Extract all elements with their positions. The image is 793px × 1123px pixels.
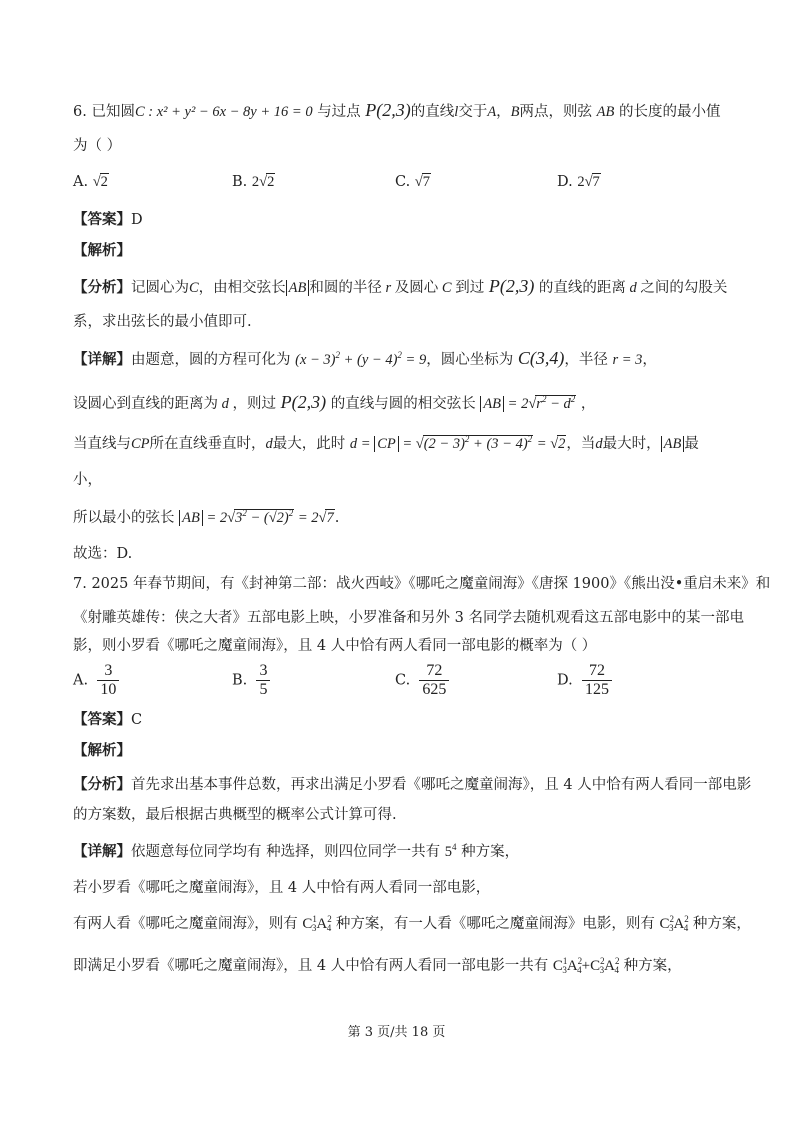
q6-analysis-heading: 【解析】: [73, 242, 131, 259]
q7-option-b: B. $\frac{3}{5}$: [232, 662, 270, 699]
q7-xiangjie-line4: 即满足小罗看《哪吒之魔童闹海》，且 4 人中恰有两人看同一部电影一共有 $C^1_3A^2_4+C^2_3A^2_4$ 种方案，: [73, 956, 682, 975]
q6-xiangjie-line5: 所以最小的弦长 AB = $2√3^2 - (√2)^2 = 2√7$.: [73, 508, 340, 526]
q6-answer: 【答案】D: [73, 211, 143, 228]
q7-option-d: D. $\frac{72}{125}$: [557, 662, 612, 699]
q6-choose: 故选：D.: [73, 546, 133, 562]
point-p: P(2,3): [365, 100, 411, 120]
q6-xiangjie-line4: 小，: [73, 472, 102, 488]
q6-stem-line2: 为（ ）: [73, 138, 122, 154]
question-number: 6.: [73, 104, 87, 120]
q6-fenxi-line2: 系，求出弦长的最小值即可.: [73, 314, 252, 330]
q7-xiangjie-line2: 若小罗看《哪吒之魔童闹海》，且 4 人中恰有两人看同一部电影，: [73, 880, 491, 896]
q6-option-d: D. 2√7: [557, 174, 600, 190]
circle-equation: C : x² + y² − 6x − 8y + 16 = 0: [134, 104, 313, 120]
q6-xiangjie-line2: 设圆心到直线的距离为 d ，则过 P(2,3) 的直线与圆的相交弦长 AB = $2√r^2 - d^2$ ，: [73, 392, 596, 412]
fraction: $\frac{3}{10}$: [97, 662, 119, 699]
q6-option-a: A. √2: [73, 174, 108, 190]
q7-answer: 【答案】C: [73, 711, 143, 728]
q6-option-c: C. √7: [395, 174, 431, 190]
q7-xiangjie-line3: 有两人看《哪吒之魔童闹海》，则有 $C^1_3A^2_4$ 种方案，有一人看《哪吒之魔童闹海》电影，则有 $C^2_3A^2_4$ 种方案，: [73, 914, 751, 933]
q6-xiangjie-line3: 当直线与CP所在直线垂直时，d最大，此时 d = CP = $√(2 - 3)^2 + (3 - 4)^2 = √2$，当d最大时， AB 最: [73, 434, 699, 452]
q7-stem-line2: 《射雕英雄传：侠之大者》五部电影上映，小罗准备和另外 3 名同学去随机观看这五部电影中的某一部电: [73, 610, 744, 626]
q7-fenxi-line1: 【分析】首先求出基本事件总数，再求出满足小罗看《哪吒之魔童闹海》，且 4 人中恰有两人看同一部电影: [73, 776, 752, 793]
q6-option-b: B. 2√2: [232, 174, 275, 190]
q6-xiangjie-line1: 【详解】由题意，圆的方程可化为 $(x - 3)^2 + (y - 4)^2 = 9$，圆心坐标为 C(3,4)，半径 r = 3，: [73, 348, 657, 368]
q7-xiangjie-line1: 【详解】依题意每位同学均有 种选择，则四位同学一共有 $5^4$ 种方案，: [73, 842, 520, 860]
q6-stem-line1: 6. 已知圆C : x² + y² − 6x − 8y + 16 = 0 与过点 P(2,3)的直线l交于A，B两点，则弦 AB 的长度的最小值: [73, 100, 721, 120]
q7-analysis-heading: 【解析】: [73, 742, 131, 759]
fraction: $\frac{72}{625}$: [419, 662, 449, 699]
q7-stem-line3: 影，则小罗看《哪吒之魔童闹海》，且 4 人中恰有两人看同一部电影的概率为（ ）: [73, 638, 597, 654]
page-footer: 第 3 页/共 18 页: [347, 1025, 446, 1040]
q7-option-c: C. $\frac{72}{625}$: [395, 662, 449, 699]
q6-fenxi-line1: 【分析】记圆心为C，由相交弦长 AB 和圆的半径 r 及圆心 C 到过 P(2,3) 的直线的距离 d 之间的勾股关: [73, 276, 728, 296]
q7-stem-line1: 7. 2025 年春节期间，有《封神第二部：战火西岐》《哪吒之魔童闹海》《唐探 1900》《熊出没•重启未来》和: [73, 576, 771, 592]
fraction: $\frac{72}{125}$: [582, 662, 612, 699]
q7-option-a: A. $\frac{3}{10}$: [73, 662, 119, 699]
fraction: $\frac{3}{5}$: [256, 662, 270, 699]
q7-fenxi-line2: 的方案数，最后根据古典概型的概率公式计算可得.: [73, 807, 397, 823]
